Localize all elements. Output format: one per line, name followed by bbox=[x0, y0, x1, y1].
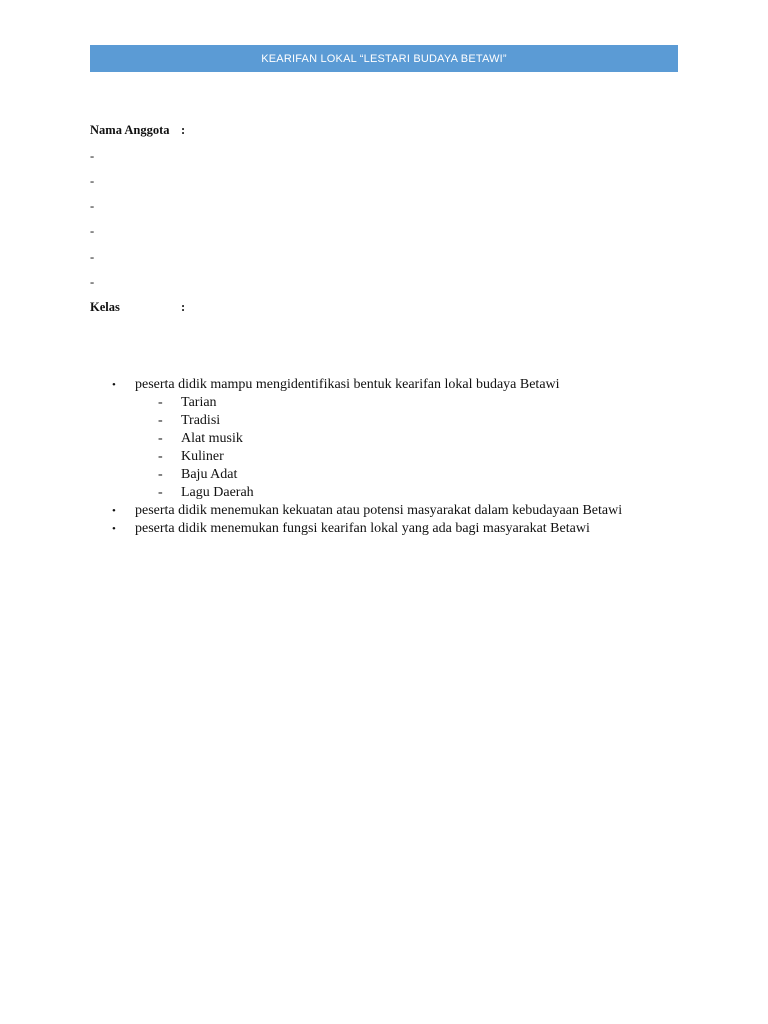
objective-item bbox=[0, 520, 768, 538]
dash-icon: - bbox=[158, 395, 163, 410]
members-label: Nama Anggota bbox=[90, 123, 170, 137]
sub-list-item bbox=[0, 394, 768, 412]
sub-item-text: Tarian bbox=[181, 395, 217, 410]
objective-item bbox=[0, 376, 768, 394]
sub-item-text: Tradisi bbox=[181, 413, 221, 428]
member-line-4: - bbox=[90, 224, 95, 238]
document-title: KEARIFAN LOKAL “LESTARI BUDAYA BETAWI” bbox=[261, 52, 507, 65]
sub-list-item bbox=[0, 466, 768, 484]
dash-icon: - bbox=[158, 449, 163, 464]
objective-item bbox=[0, 502, 768, 520]
dash-icon: - bbox=[158, 413, 163, 428]
class-label: Kelas bbox=[90, 300, 120, 314]
member-line-3: - bbox=[90, 199, 95, 213]
sub-list-item bbox=[0, 484, 768, 502]
objectives-list bbox=[0, 376, 768, 538]
dash-icon: - bbox=[158, 485, 163, 500]
objective-text: peserta didik menemukan kekuatan atau potensi masyarakat dalam kebudayaan Betawi bbox=[135, 503, 623, 518]
member-line-2: - bbox=[90, 174, 95, 188]
sub-list-item bbox=[0, 430, 768, 448]
sub-list-item bbox=[0, 412, 768, 430]
document-title-bar bbox=[90, 45, 678, 72]
sub-item-text: Baju Adat bbox=[181, 467, 238, 482]
bullet-icon: • bbox=[112, 379, 116, 391]
class-colon: : bbox=[181, 300, 186, 314]
sub-item-text: Lagu Daerah bbox=[181, 485, 254, 500]
member-line-6: - bbox=[90, 275, 95, 289]
dash-icon: - bbox=[158, 431, 163, 446]
objective-text: peserta didik mampu mengidentifikasi bentuk kearifan lokal budaya Betawi bbox=[135, 377, 560, 392]
sub-item-text: Alat musik bbox=[181, 431, 243, 446]
members-field bbox=[90, 122, 186, 138]
sub-item-text: Kuliner bbox=[181, 449, 224, 464]
class-field bbox=[90, 299, 186, 315]
member-line-5: - bbox=[90, 250, 95, 264]
dash-icon: - bbox=[158, 467, 163, 482]
bullet-icon: • bbox=[112, 523, 116, 535]
members-colon: : bbox=[181, 123, 186, 137]
sub-list-item bbox=[0, 448, 768, 466]
bullet-icon: • bbox=[112, 505, 116, 517]
objective-text: peserta didik menemukan fungsi kearifan lokal yang ada bagi masyarakat Betawi bbox=[135, 521, 590, 536]
member-line-1: - bbox=[90, 149, 95, 163]
